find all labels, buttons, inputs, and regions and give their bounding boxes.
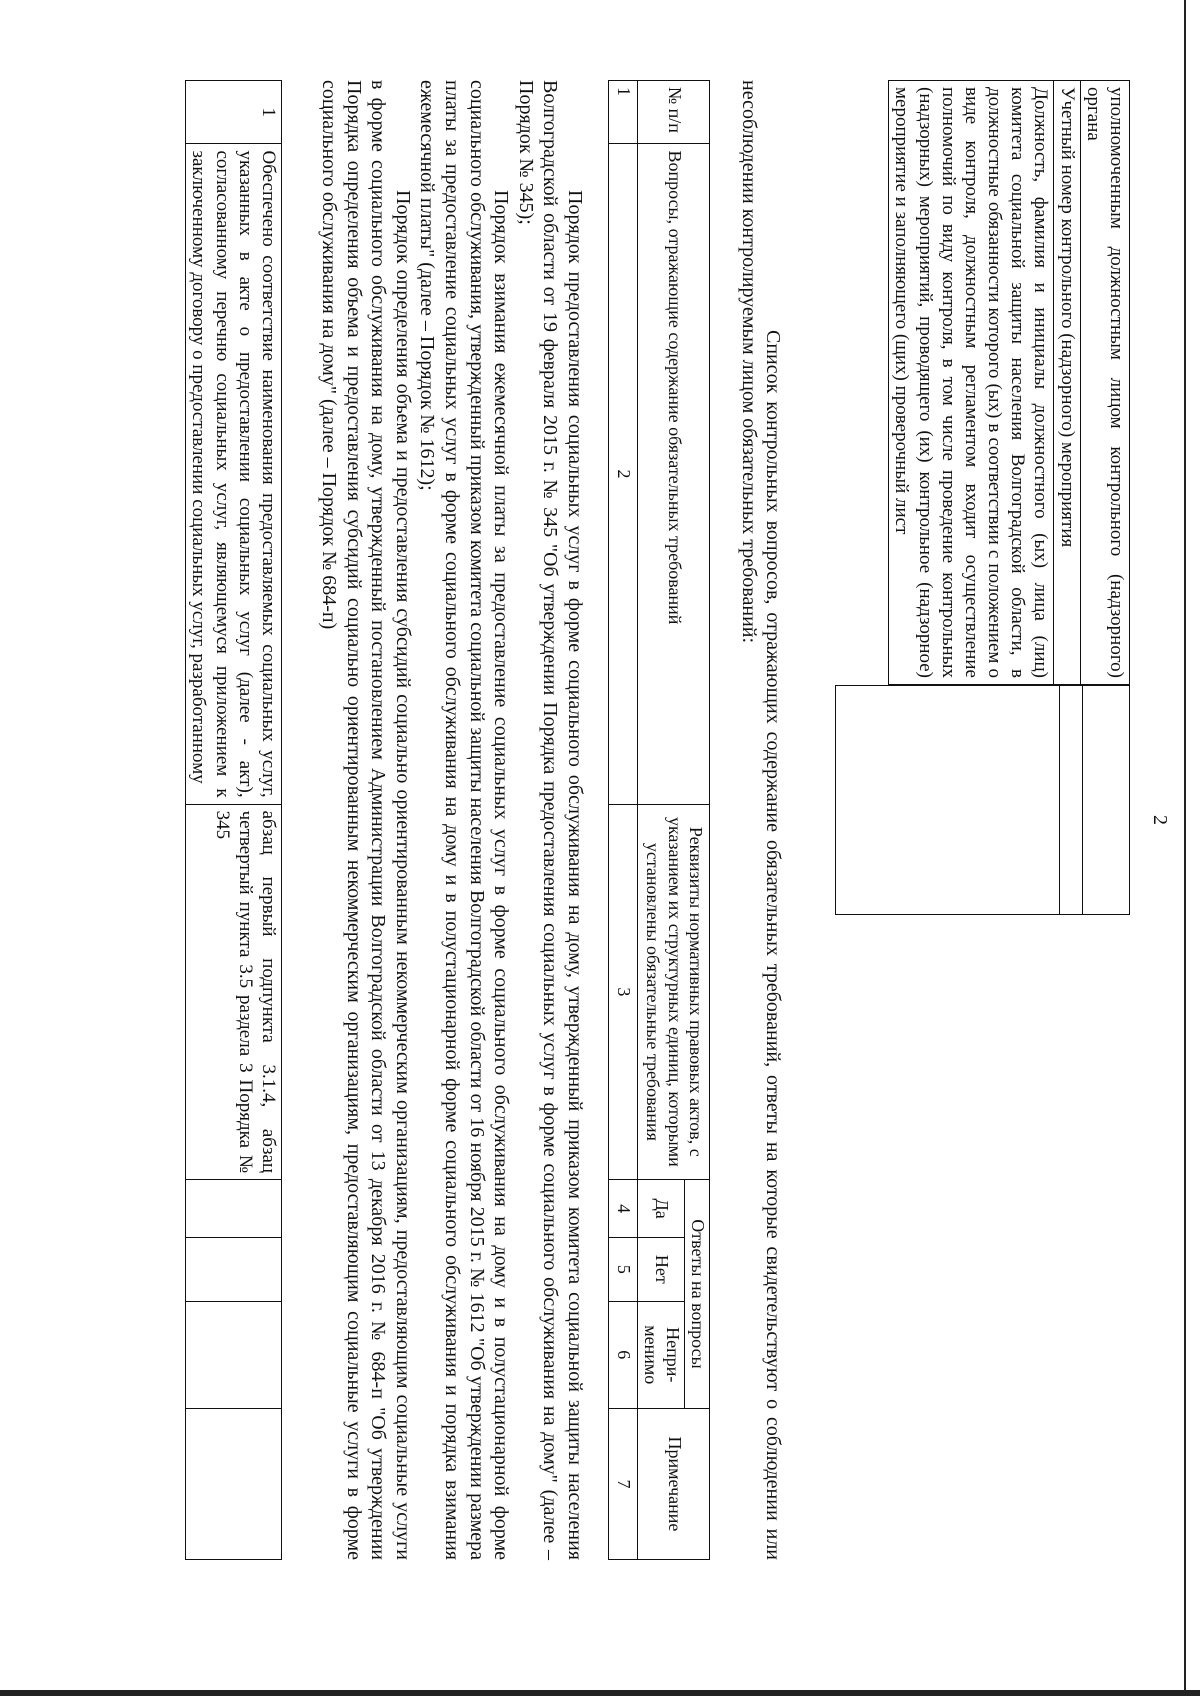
- paragraph-1612: Порядок взимания ежемесячной платы за предоставление социальных услуг в форме социального обслуживания на дому и в полустационарной форме социального обслуживания, утвержденный приказом комитета социальной защиты населения Волгоградской области от 16 ноября 2015 г. № 1612 "Об утверждении размера платы за предоставление социальных услуг в форме социального обслуживания на дому и в полустационарной форме социального обслуживания и порядка взимания ежемесячной платы" (далее – Порядок № 1612);: [416, 80, 513, 1560]
- authority-cell: уполномоченным должностным лицом контрольного (надзорного) органа: [1080, 81, 1129, 685]
- col-number-6: 6: [609, 1301, 638, 1408]
- col-number-5: 5: [609, 1238, 638, 1301]
- page-number: 2: [1149, 815, 1171, 825]
- header-question: Вопросы, отражающие содержание обязательных требований: [638, 144, 710, 804]
- row-number: 1: [186, 81, 282, 144]
- paragraph-345: Порядок предоставления социальных услуг в форме социального обслуживания на дому, утвержденный приказом комитета социальной защиты населения Волгоградской области от 19 февраля 2015 г. № 345 "Об утверждении Порядка предоставления социальных услуг в форме социального обслуживания на дому" (далее – Порядок № 345);: [514, 80, 586, 1560]
- row-answer-yes: [186, 1180, 282, 1238]
- official-info-value: [836, 686, 1060, 915]
- inspector-info-values: [835, 685, 1130, 915]
- header-na: Непри-менимо: [638, 1301, 685, 1408]
- checklist-header-table: [608, 80, 710, 1560]
- official-info-cell: Должность, фамилия и инициалы должностного (ых) лица (лиц) комитета социальной защиты населения Волгоградской области, в должностные обязанности которого (ых) в соответствии с положением о виде контроля, должностным регламентом входит осуществление полномочий по виду контроля, в том числе проведение контрольных (надзорных) мероприятий, проводящего (их) контрольное (надзорное) мероприятие и заполняющего (щих) проверочный лист: [889, 81, 1054, 685]
- header-answers: Ответы на вопросы: [685, 1180, 710, 1409]
- row-requisites: абзац первый подпункта 3.1.4, абзац четвертый пункта 3.5 раздела 3 Порядка № 345: [186, 804, 282, 1179]
- row-question: Обеспечено соответствие наименования предоставляемых социальных услуг, указанных в акте о предоставлении социальных услуг (далее - акт), согласованному перечню социальных услуг, являющемуся приложением к заключенному договору о предоставлении социальных услуг, разработанному: [186, 144, 282, 804]
- checklist-body-table: [185, 80, 282, 1560]
- table-row: [186, 81, 282, 1560]
- col-number-7: 7: [609, 1408, 638, 1559]
- intro-text: Список контрольных вопросов, отражающих содержание обязательных требований, ответы на которые свидетельствуют о соблюдении или несоблюдении контролируемым лицом обязательных требований:: [737, 80, 784, 1560]
- row-answer-no: [186, 1238, 282, 1301]
- paragraph-684: Порядок определения объема и предоставления субсидий социально ориентированным некоммерческим организациям, предоставляющим социальные услуги в форме социального обслуживания на дому, утвержденный постановлением Администрации Волгоградской области от 13 декабря 2016 г. № 684-п "Об утверждении Порядка определения объема и предоставления субсидий социально ориентированным некоммерческим организациям, предоставляющим социальные услуги в форме социального обслуживания на дому" (далее – Порядок № 684-п): [318, 80, 414, 1560]
- rotated-document: [105, 40, 1180, 1600]
- record-number-value: [1060, 686, 1083, 915]
- header-no: Нет: [638, 1238, 685, 1301]
- header-requisites: Реквизиты нормативных правовых актов, с указанием их структурных единиц, которыми установлены обязательные требования: [638, 804, 710, 1179]
- scan-edge-line: [1184, 0, 1186, 1696]
- row-answer-na: [186, 1301, 282, 1408]
- row-note: [186, 1408, 282, 1559]
- col-number-2: 2: [609, 144, 638, 804]
- record-number-cell: Учетный номер контрольного (надзорного) мероприятия: [1054, 81, 1080, 685]
- inspector-info-table: [888, 80, 1130, 685]
- col-number-4: 4: [609, 1180, 638, 1238]
- col-number-1: 1: [609, 81, 638, 144]
- header-note: Примечание: [638, 1408, 710, 1559]
- scan-bottom-edge: [0, 1690, 1200, 1696]
- authority-value: [1083, 686, 1130, 915]
- header-num: № п/п: [638, 81, 710, 144]
- checklist-intro: [736, 80, 785, 1560]
- legal-basis-text: [316, 80, 587, 1560]
- header-yes: Да: [638, 1180, 685, 1238]
- col-number-3: 3: [609, 804, 638, 1179]
